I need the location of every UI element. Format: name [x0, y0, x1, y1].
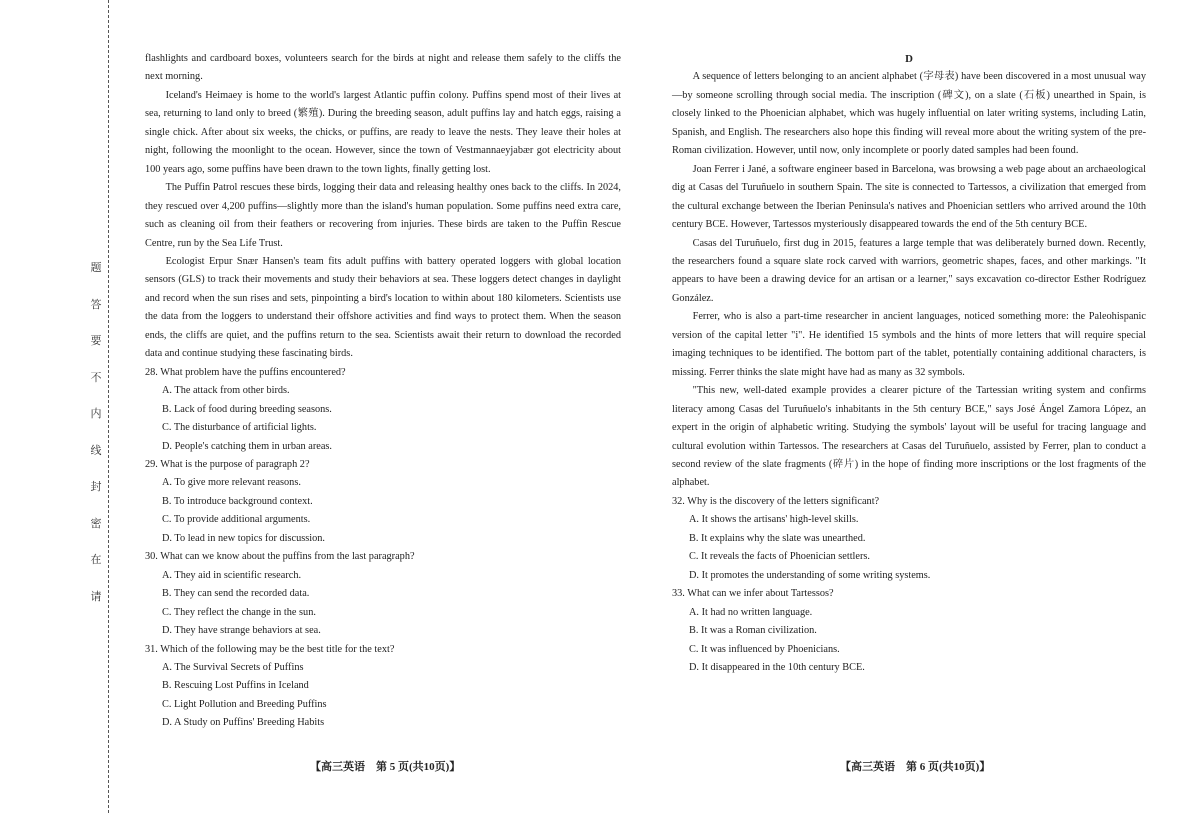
question-stem: 29. What is the purpose of paragraph 2?	[145, 458, 310, 470]
answer-option: A. To give more relevant reasons.	[162, 477, 301, 489]
passage-paragraph: Casas del Turuñuelo, first dug in 2015, features a large temple that was deliberately burned down. Recently, the researchers found a square slate rock carved with warriors, geometric shapes, faces, and other markings. "It appears to have been a drawing device for an artisan or a learner," says excavation co-director Esther Rodríguez González.	[672, 237, 1146, 304]
binding-line	[108, 0, 109, 813]
question-stem: 31. Which of the following may be the best title for the text?	[145, 643, 395, 655]
binding-char: 答	[90, 298, 102, 311]
answer-option: D. A Study on Puffins' Breeding Habits	[162, 717, 325, 729]
answer-option: D. It disappeared in the 10th century BCE.	[689, 661, 865, 673]
answer-option: C. They reflect the change in the sun.	[162, 606, 316, 618]
answer-option: B. They can send the recorded data.	[162, 588, 310, 600]
passage-paragraph: Iceland's Heimaey is home to the world's largest Atlantic puffin colony. Puffins spend most of their lives at sea, returning to land only to breed (繁殖). During the breeding season, adult puffins lay and hatch eggs, raising a single chick. After about six weeks, the chicks, or puffins, are ready to leave the nests. They leave their holes at night, following the moonlight to the ocean. However, since the town of Vestmannaeyjabær got electricity about 100 years ago, some puffins have been drawn to the town lights, finally getting lost.	[145, 89, 621, 175]
answer-option: A. It had no written language.	[689, 606, 813, 618]
question-stem: 30. What can we know about the puffins from the last paragraph?	[145, 551, 415, 563]
passage-paragraph: flashlights and cardboard boxes, volunteers search for the birds at night and release them safely to the cliffs the next morning.	[145, 53, 621, 83]
answer-option: D. People's catching them in urban areas.	[162, 440, 332, 452]
question-stem: 33. What can we infer about Tartessos?	[672, 588, 834, 600]
answer-option: C. It reveals the facts of Phoenician settlers.	[689, 551, 870, 563]
answer-option: B. To introduce background context.	[162, 495, 313, 507]
passage-heading: D	[905, 53, 913, 65]
binding-char: 线	[90, 444, 102, 457]
binding-char: 题	[90, 262, 102, 274]
page-footer-right: 【高三英语 第 6 页(共10页)】	[840, 761, 991, 773]
binding-char: 密	[90, 517, 102, 530]
binding-char: 封	[90, 481, 102, 493]
passage-paragraph: Ferrer, who is also a part-time researcher in ancient languages, noticed something more: the Paleohispanic version of the capital letter "i". He identified 15 symbols and the hints of more letters that will require special imaging techniques to be identified. The bottom part of the tablet, potentially containing additional characters, is missing. Ferrer thinks the slate might have had as many as 32 symbols.	[672, 311, 1146, 378]
answer-option: D. To lead in new topics for discussion.	[162, 532, 325, 544]
answer-option: C. Light Pollution and Breeding Puffins	[162, 698, 327, 710]
answer-option: C. To provide additional arguments.	[162, 514, 311, 526]
answer-option: A. The Survival Secrets of Puffins	[162, 661, 304, 673]
answer-option: B. It was a Roman civilization.	[689, 625, 817, 637]
answer-option: C. The disturbance of artificial lights.	[162, 422, 317, 434]
binding-char: 要	[90, 335, 102, 347]
binding-instruction	[84, 262, 108, 627]
answer-option: A. It shows the artisans' high-level skills.	[689, 514, 859, 526]
answer-option: A. The attack from other birds.	[162, 385, 290, 397]
answer-option: B. It explains why the slate was unearthed.	[689, 532, 866, 544]
passage-paragraph: "This new, well-dated example provides a clearer picture of the Tartessian writing system and confirms literacy among Casas del Turuñuelo's inhabitants in the 5th century BCE," says José Ángel Zamora López, an expert in the origin of alphabetic writing. Studying the symbols' layout will be useful for tracing language and cultural evolution within Tartessos. The researchers at Casas del Turuñuelo, assisted by Ferrer, plan to conduct a second review of the slate fragments (碎片) in the hope of finding more inscriptions or the lost fragments of the alphabet.	[672, 385, 1146, 489]
question-stem: 28. What problem have the puffins encountered?	[145, 366, 346, 378]
answer-option: B. Lack of food during breeding seasons.	[162, 403, 332, 415]
answer-option: D. They have strange behaviors at sea.	[162, 625, 321, 637]
passage-paragraph: Joan Ferrer i Jané, a software engineer based in Barcelona, was browsing a web page about an archaeological dig at Casas del Turuñuelo in southern Spain. The site is connected to Tartessos, a civilization that emerged from the cultural exchange between the Iberian Peninsula's natives and Phoenician settlers who arrived around the 10th century BCE. However, Tartessos mysteriously disappeared towards the end of the 5th century BCE.	[672, 163, 1146, 231]
answer-option: D. It promotes the understanding of some writing systems.	[689, 569, 931, 581]
passage-paragraph: A sequence of letters belonging to an ancient alphabet (字母表) have been discovered in a most unusual way—by someone scrolling through social media. The inscription (碑文), on a slate (石板) unearthed in Spain, is closely linked to the Phoenician alphabet, which was hugely influential on later writing systems, including Latin, Spanish, and English. The researchers also hope this finding will reveal more about the writing system of the pre-Roman civilization. However, until now, only incomplete or poorly dated samples had been found.	[672, 71, 1146, 157]
binding-char: 内	[90, 408, 102, 420]
passage-paragraph: The Puffin Patrol rescues these birds, logging their data and releasing healthy ones back to the cliffs. In 2024, they rescued over 4,200 puffins—slightly more than the island's human population. Some puffins need extra care, such as cleaning oil from their feathers or recovering from injuries. These birds are taken to the Puffin Rescue Centre, run by the Sea Life Trust.	[145, 182, 621, 249]
left-page	[145, 50, 621, 733]
question-stem: 32. Why is the discovery of the letters significant?	[672, 495, 880, 507]
binding-char: 在	[90, 554, 102, 566]
page-footer-left: 【高三英语 第 5 页(共10页)】	[310, 761, 461, 773]
answer-option: B. Rescuing Lost Puffins in Iceland	[162, 680, 309, 692]
binding-char: 请	[90, 590, 102, 603]
binding-char: 不	[90, 371, 102, 384]
answer-option: A. They aid in scientific research.	[162, 569, 302, 581]
passage-paragraph: Ecologist Erpur Snær Hansen's team fits adult puffins with battery operated loggers with global location sensors (GLS) to track their movements and study their behaviors at sea. These loggers detect changes in daylight and record when the sun rises and sets, pinpointing a bird's location to within about 180 kilometers. Scientists use the data from the loggers to understand their offshore activities and find ways to protect them. When the season ends, the cliffs are quiet, and the puffins return to the sea. Scientists await their return to download the recorded data and continue studying these fascinating birds.	[145, 255, 621, 360]
answer-option: C. It was influenced by Phoenicians.	[689, 643, 840, 655]
right-page	[672, 50, 1146, 677]
